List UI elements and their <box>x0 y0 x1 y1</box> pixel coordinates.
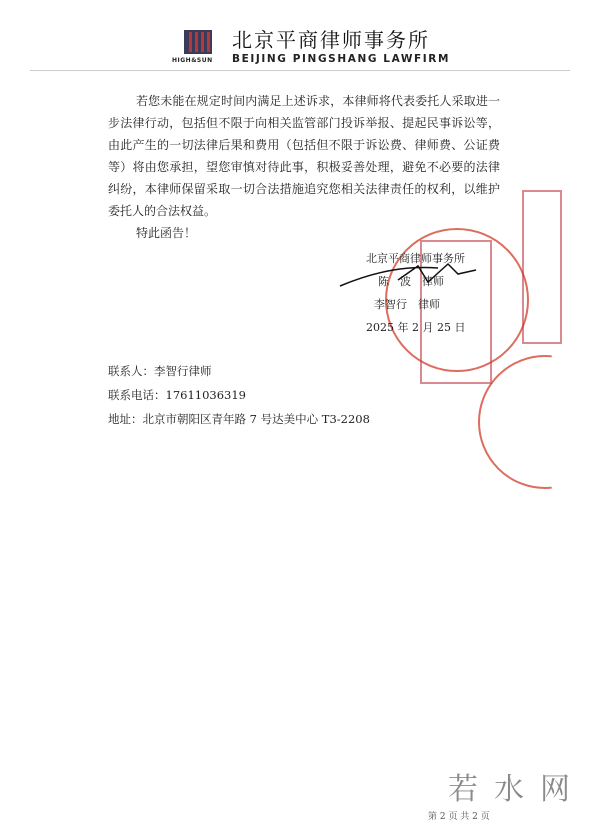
signature-lawyer-1: 陈 波 律师 <box>378 275 444 288</box>
watermark: 若水网 <box>448 772 586 807</box>
contact-block <box>108 364 500 426</box>
letter-content <box>108 90 500 436</box>
signature-firm: 北京平商律师事务所 <box>366 252 465 265</box>
letter-paragraph: 若您未能在规定时间内满足上述诉求，本律师将代表委托人采取进一步法律行动，包括但不限于向相关监管部门投诉举报、提起民事诉讼等，由此产生的一切法律后果和费用（包括但不限于诉讼费、律师费、公证费等）将由您承担，望您审慎对待此事，积极妥善处理，避免不必要的法律纠纷，本律师保留采取一切合法措施追究您相关法律责任的权利，以维护委托人的合法权益。 <box>108 94 500 218</box>
logo-text: HIGH&SUN <box>172 57 213 64</box>
contact-address: 地址：北京市朝阳区青年路 7 号达美中心 T3-2208 <box>108 412 370 426</box>
closing-text: 特此函告！ <box>136 226 197 240</box>
handwritten-signature <box>338 260 478 290</box>
header-divider <box>30 70 570 71</box>
contact-person: 联系人：李智行律师 <box>108 364 212 378</box>
signature-block <box>108 252 506 334</box>
contact-phone: 联系电话：17611036319 <box>108 388 246 402</box>
signature-date: 2025 年 2 月 25 日 <box>366 321 466 334</box>
firm-logo-icon <box>184 30 212 54</box>
edge-seal-stamp <box>522 190 562 344</box>
page-number: 第 2 页 共 2 页 <box>428 812 490 822</box>
firm-name-cn: 北京平商律师事务所 <box>232 28 430 52</box>
firm-name-en: BEIJING PINGSHANG LAWFIRM <box>232 53 451 65</box>
signature-lawyer-2: 李智行 律师 <box>374 298 440 311</box>
